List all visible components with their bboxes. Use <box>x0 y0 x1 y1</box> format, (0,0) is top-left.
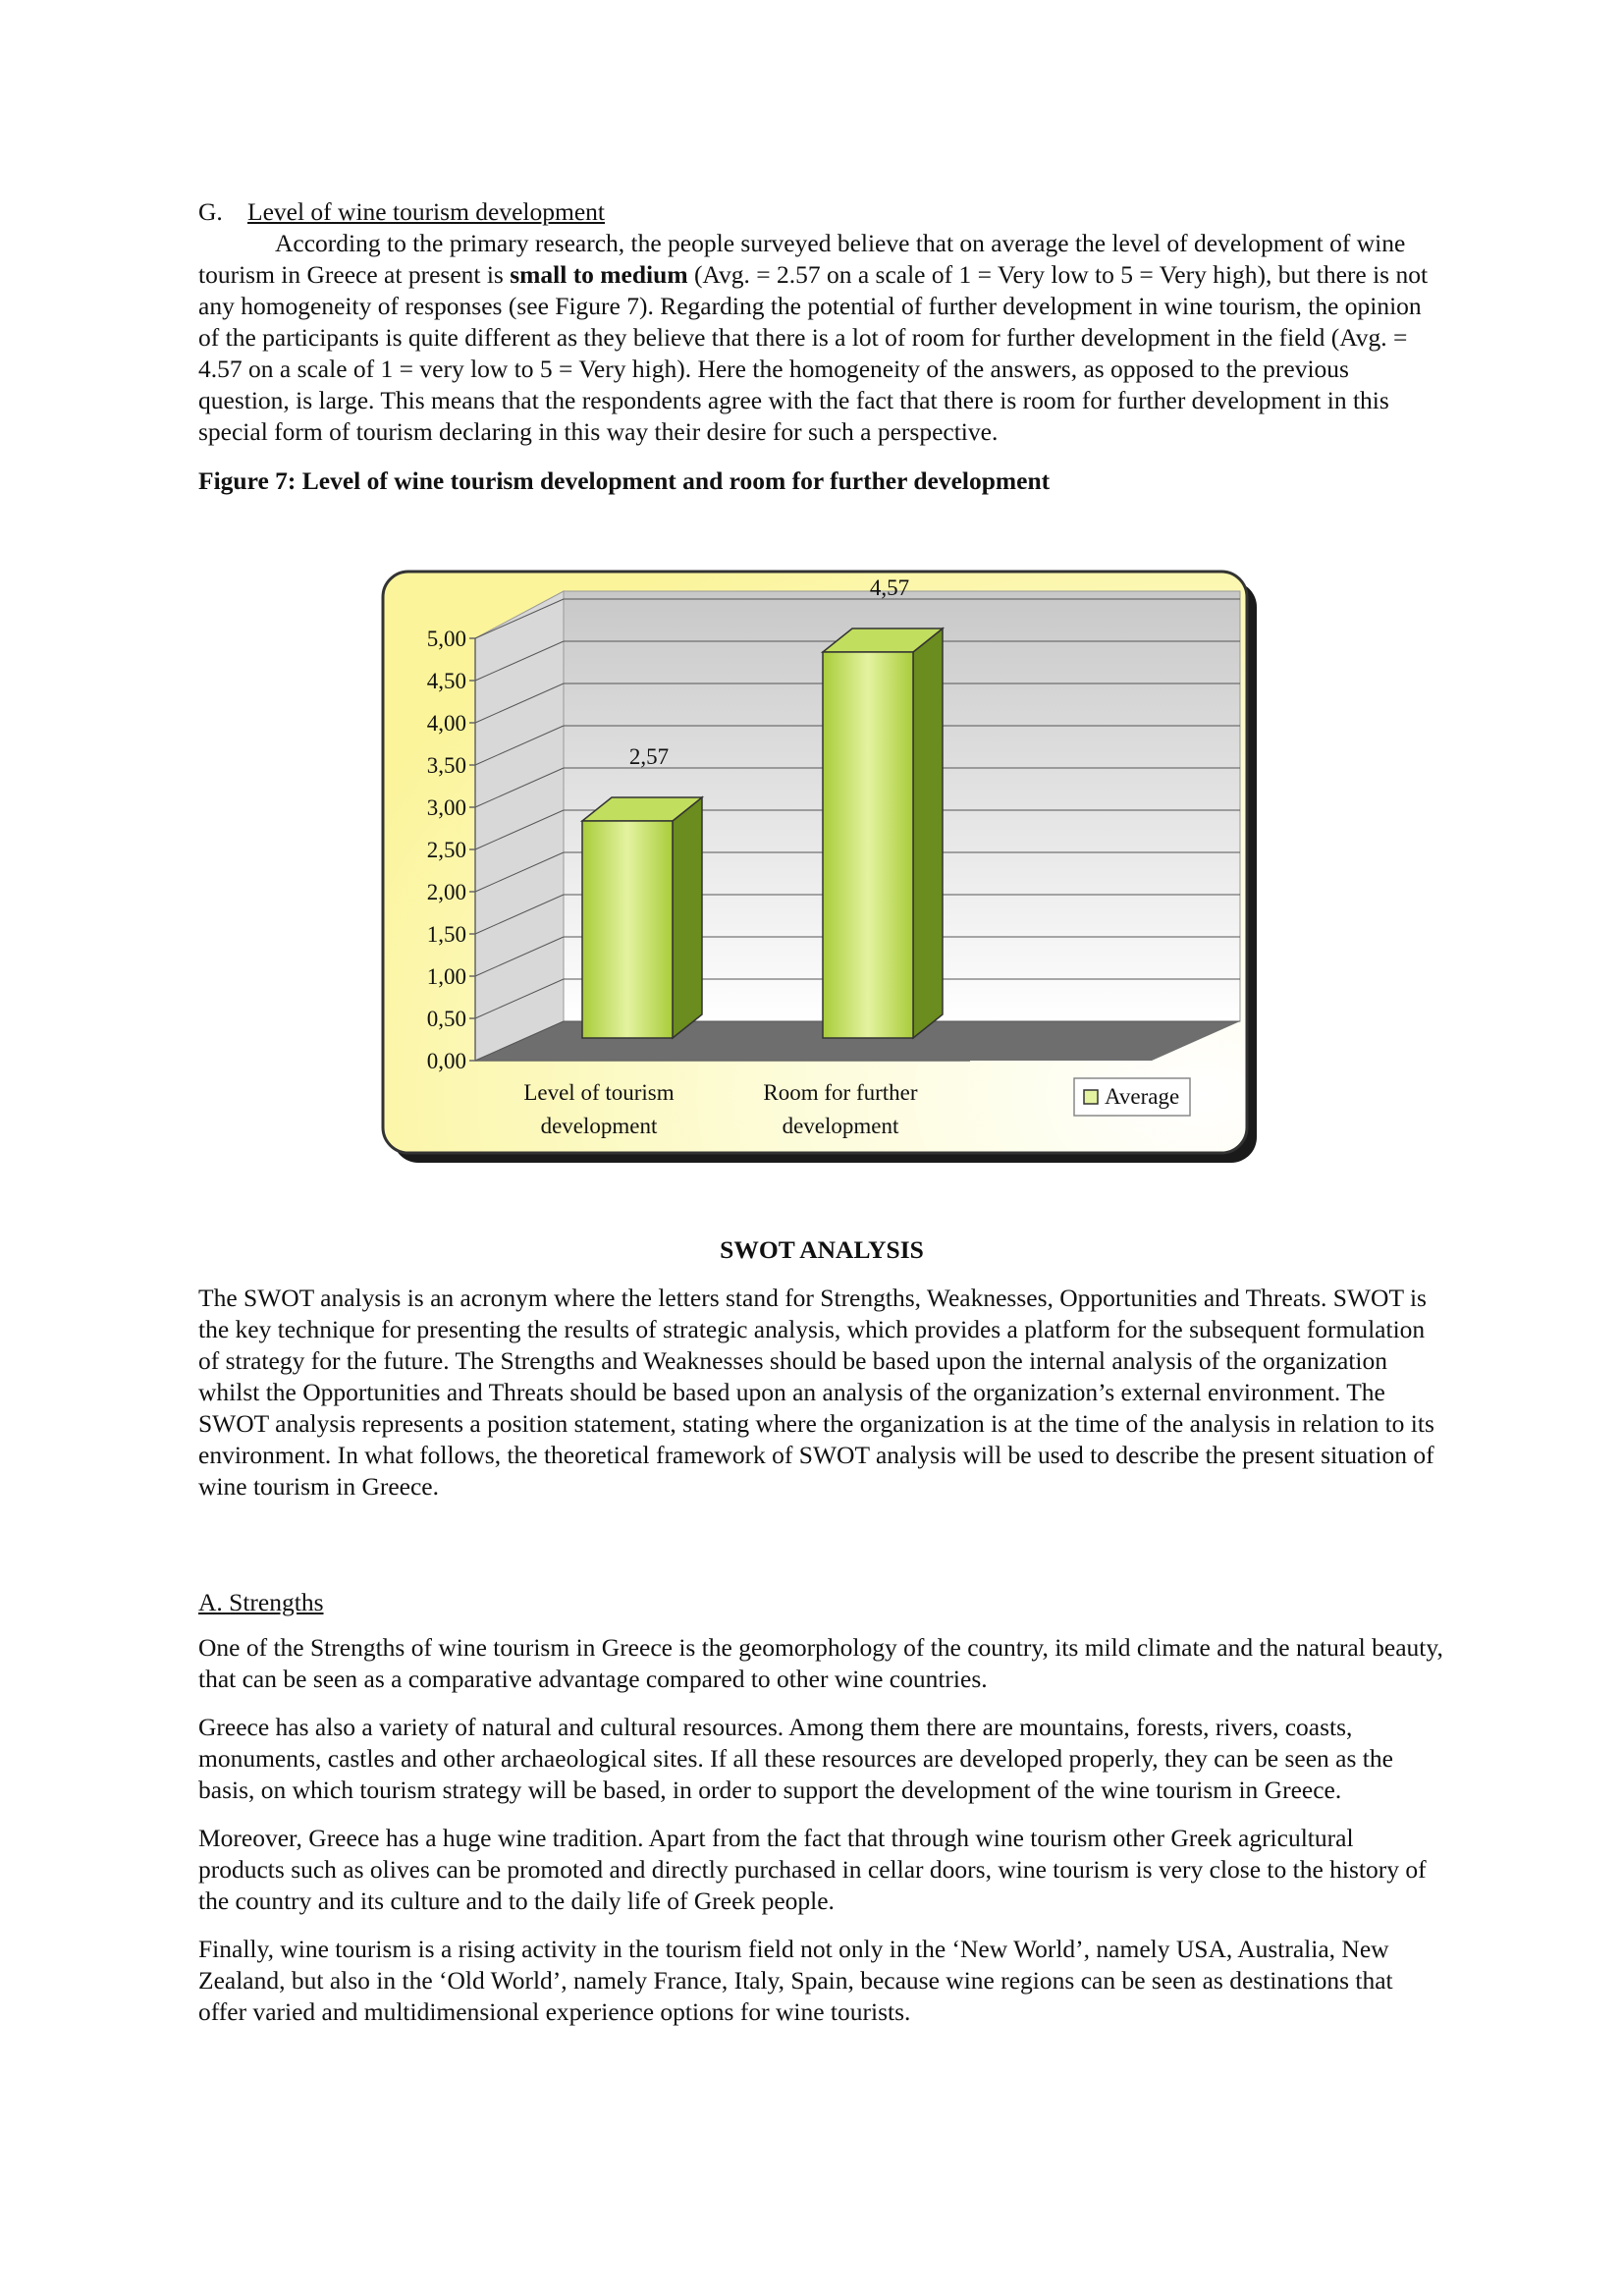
strengths-paragraph-4: Finally, wine tourism is a rising activity in the tourism field not only in the ‘New World’, namely USA, Australia, New Zealand, but also in the ‘Old World’, namely France, Italy, Spain, because wine regions can be seen as destinations that offer varied and multidimensional experience options for wine tourists. <box>198 1935 1393 2026</box>
bar-chart <box>381 570 1265 1169</box>
section-g-title: Level of wine tourism development <box>247 197 605 226</box>
legend-swatch <box>1084 1090 1098 1104</box>
category-label: Level of tourism <box>523 1080 675 1105</box>
y-tick-label: 1,50 <box>426 922 466 947</box>
bar <box>823 652 913 1038</box>
y-tick-label: 2,50 <box>426 838 466 862</box>
data-label: 2,57 <box>628 743 670 769</box>
y-tick-label: 4,50 <box>426 669 466 693</box>
y-tick-label: 4,00 <box>426 711 466 736</box>
strengths-section <box>198 1587 1445 2045</box>
y-tick-label: 0,00 <box>426 1049 466 1073</box>
section-g-text-a: According to the primary research, the people surveyed believe that on average the level of development of wine tourism in Greece at present is <box>198 229 1406 289</box>
section-g-text-bold: small to medium <box>510 260 688 289</box>
y-tick-label: 1,00 <box>426 964 466 989</box>
data-label: 4,57 <box>869 574 910 600</box>
swot-intro: The SWOT analysis is an acronym where the letters stand for Strengths, Weaknesses, Opportunities and Threats. SWOT is the key technique for presenting the results of strategic analysis, which provides a platform for the subsequent formulation of strategy for the future. The Strengths and Weaknesses should be based upon the internal analysis of the organization whilst the Opportunities and Threats should be based upon an analysis of the organization’s external environment. The SWOT analysis represents a position statement, stating where the organization is at the time of the analysis in relation to its environment. In what follows, the theoretical framework of SWOT analysis will be used to describe the present situation of wine tourism in Greece. <box>198 1284 1434 1501</box>
figure-caption: Figure 7: Level of wine tourism development and room for further development <box>198 466 1051 495</box>
legend-label: Average <box>1105 1084 1180 1109</box>
section-g-letter: G. <box>198 197 223 226</box>
strengths-paragraph-3: Moreover, Greece has a huge wine tradition. Apart from the fact that through wine tourism other Greek agricultural products such as olives can be promoted and directly purchased in cellar doors, wine tourism is very close to the history of the country and its culture and to the daily life of Greek people. <box>198 1824 1427 1915</box>
category-label: development <box>540 1114 658 1138</box>
category-label: Room for further <box>763 1080 918 1105</box>
strengths-paragraph-2: Greece has also a variety of natural and cultural resources. Among them there are mountains, forests, rivers, coasts, monuments, castles and other archaeological sites. If all these resources are developed properly, they can be seen as the basis, on which tourism strategy will be based, in order to support the development of the wine tourism in Greece. <box>198 1713 1393 1804</box>
y-tick-label: 0,50 <box>426 1007 466 1031</box>
section-g-heading <box>198 196 1445 228</box>
bar <box>582 821 673 1038</box>
y-tick-label: 5,00 <box>426 627 466 651</box>
chart-side-wall <box>475 591 564 1061</box>
category-label: development <box>782 1114 899 1138</box>
legend <box>1074 1078 1190 1116</box>
y-tick-label: 3,50 <box>426 753 466 778</box>
swot-title: SWOT ANALYSIS <box>720 1235 924 1264</box>
bar-side <box>913 629 943 1038</box>
bar-side <box>673 797 702 1038</box>
strengths-paragraph-1: One of the Strengths of wine tourism in Greece is the geomorphology of the country, its mild climate and the natural beauty, that can be seen as a comparative advantage compared to other wine countries. <box>198 1633 1443 1693</box>
document-page <box>198 196 1445 2026</box>
section-g-text-b: (Avg. = 2.57 on a scale of 1 = Very low to 5 = Very high), but there is not any homogeneity of responses (see Figure 7). Regarding the potential of further development in wine tourism, the opinion of the participants is quite different as they believe that there is a lot of room for further development in the field (Avg. = 4.57 on a scale of 1 = very low to 5 = Very high). Here the homogeneity of the answers, as opposed to the previous question, is large. This means that the respondents agree with the fact that there is room for further development in this special form of tourism declaring in this way their desire for such a perspective. <box>198 260 1429 446</box>
y-tick-label: 3,00 <box>426 795 466 820</box>
section-g-paragraph <box>198 228 1445 448</box>
chart-container <box>381 570 1265 1169</box>
y-tick-label: 2,00 <box>426 880 466 904</box>
strengths-heading: A. Strengths <box>198 1588 324 1616</box>
